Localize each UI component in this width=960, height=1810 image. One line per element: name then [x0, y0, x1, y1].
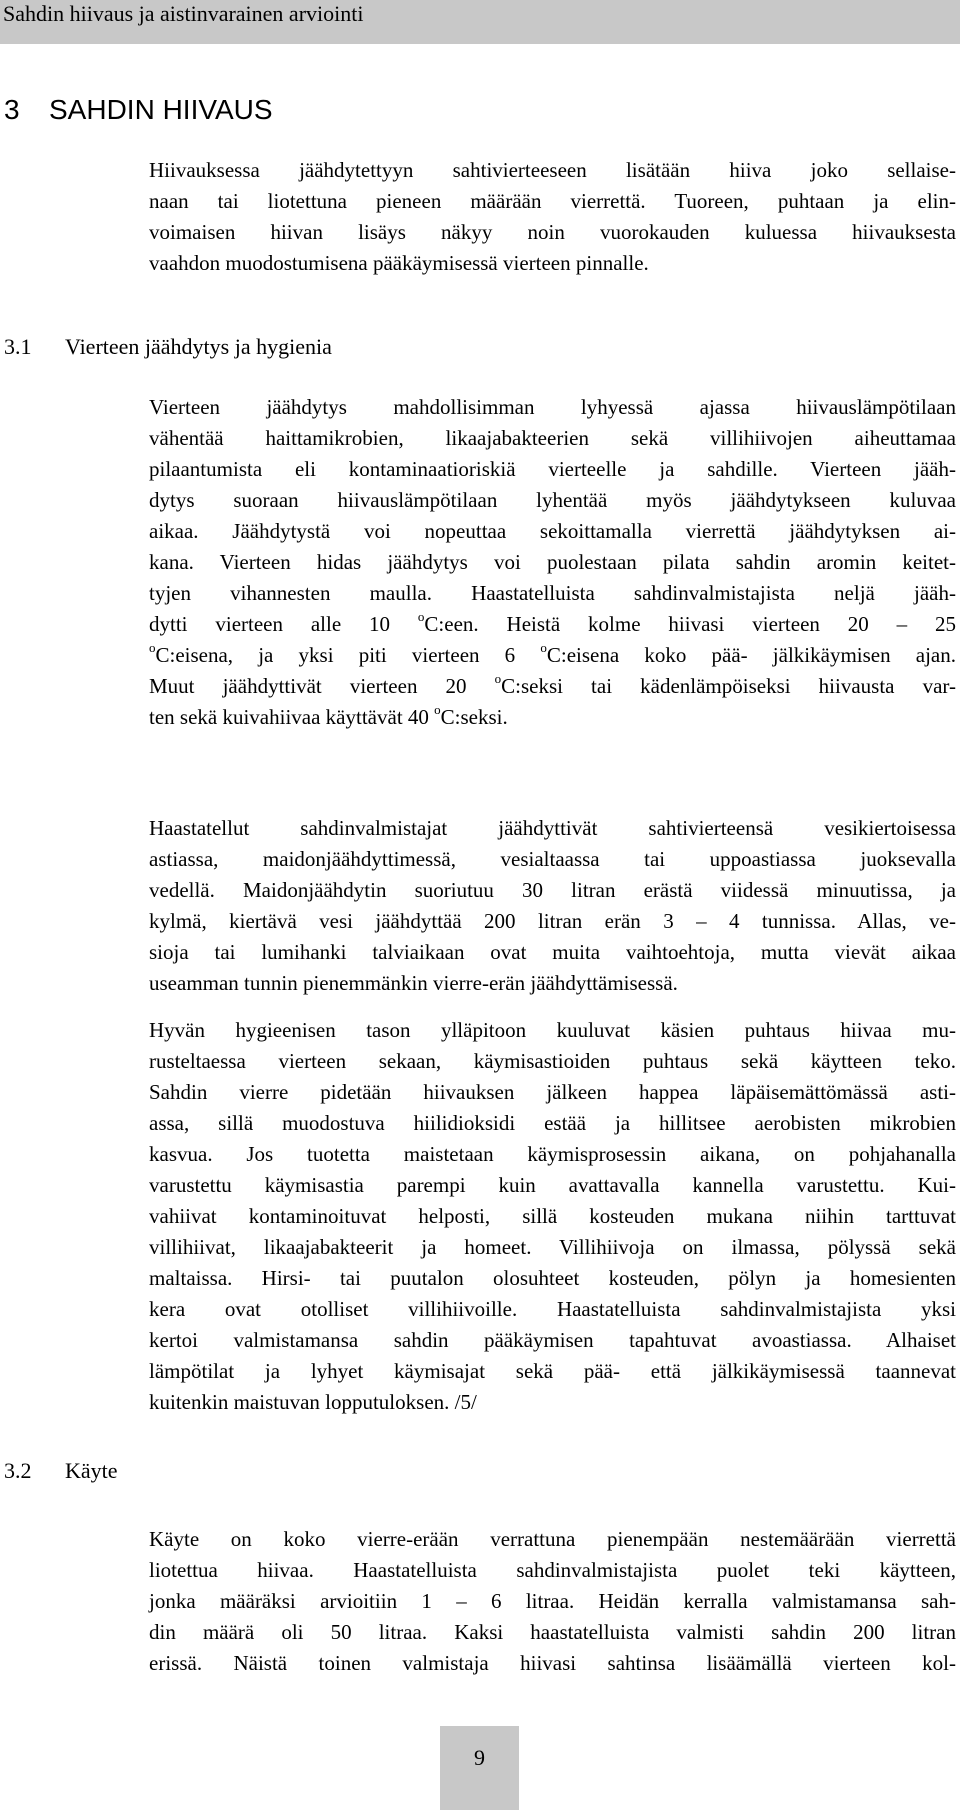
text-line: Vierteen jäähdytys mahdollisimman lyhyessä ajassa hiivauslämpötilaan	[149, 395, 956, 419]
chapter-heading	[4, 92, 273, 128]
text-line: assa, sillä muodostuva hiilidioksidi estää ja hillitsee aerobisten mikrobien	[149, 1111, 956, 1135]
text-line: liotettua hiivaa. Haastatelluista sahdinvalmistajista puolet teki käytteen,	[149, 1558, 956, 1582]
text-line	[149, 702, 956, 733]
text-line: jonka määräksi arvioitiin 1 – 6 litraa. Heidän kerralla valmistamansa sah-	[149, 1589, 956, 1613]
text-line: vähentää haittamikrobien, likaajabakteerien sekä villihiivojen aiheuttamaa	[149, 426, 956, 450]
intro-paragraph	[149, 155, 956, 279]
text-line: din määrä oli 50 litraa. Kaksi haastatelluista valmisti sahdin 200 litran	[149, 1620, 956, 1644]
section-number: 3.2	[4, 1458, 32, 1483]
section-2-paragraph-1	[149, 1524, 956, 1679]
text-line: kasvua. Jos tuotetta maistetaan käymisprosessin aikana, on pohjahanalla	[149, 1142, 956, 1166]
degree-sign: o	[434, 702, 441, 717]
text-line: kylmä, kiertävä vesi jäähdyttää 200 litran erän 3 – 4 tunnissa. Allas, ve-	[149, 909, 956, 933]
page-number-box	[440, 1726, 519, 1810]
text-line: vahiivat kontaminoituvat helposti, sillä kosteuden mukana niihin tarttuvat	[149, 1204, 956, 1228]
section-title: Vierteen jäähdytys ja hygienia	[65, 334, 332, 359]
text-line: useamman tunnin pienemmänkin vierre-erän jäähdyttämisessä.	[149, 971, 678, 995]
section-1-paragraph-3	[149, 1015, 956, 1418]
text-line: Hiivauksessa jäähdytettyyn sahtivierteeseen lisätään hiiva joko sellaise-	[149, 158, 956, 182]
text-line	[149, 640, 956, 671]
text-line: astiassa, maidonjäähdyttimessä, vesialtaassa tai uppoastiassa juoksevalla	[149, 847, 956, 871]
text-line	[149, 609, 956, 640]
text-run: C:een. Heistä kolme hiivasi vierteen 20 – 25	[424, 612, 956, 636]
text-line: vaahdon muodostumisena pääkäymisessä vierteen pinnalle.	[149, 251, 649, 275]
section-heading-3-1	[4, 332, 332, 362]
section-number: 3.1	[4, 334, 32, 359]
section-heading-3-2	[4, 1456, 118, 1486]
text-run: C:seksi.	[440, 705, 508, 729]
section-title: Käyte	[65, 1458, 118, 1483]
text-line: pilaantumista eli kontaminaatioriskiä vierteelle ja sahdille. Vierteen jääh-	[149, 457, 956, 481]
text-run: C:eisena, ja yksi piti vierteen 6	[155, 643, 541, 667]
text-run: ten sekä kuivahiivaa käyttävät 40	[149, 705, 435, 729]
text-line: kuitenkin maistuvan lopputuloksen. /5/	[149, 1390, 477, 1414]
text-line: kera ovat otolliset villihiivoille. Haastatelluista sahdinvalmistajista yksi	[149, 1297, 956, 1321]
text-line: varustettu käymisastia parempi kuin avattavalla kannella varustettu. Kui-	[149, 1173, 956, 1197]
text-line: kana. Vierteen hidas jäähdytys voi puolestaan pilata sahdin aromin keitet-	[149, 550, 956, 574]
text-line: villihiivat, likaajabakteerit ja homeet. Villihiivoja on ilmassa, pölyssä sekä	[149, 1235, 956, 1259]
chapter-title: SAHDIN HIIVAUS	[49, 94, 273, 125]
section-1-paragraph-2	[149, 813, 956, 999]
text-line: lämpötilat ja lyhyet käymisajat sekä pää- että jälkikäymisessä taannevat	[149, 1359, 956, 1383]
text-line: rusteltaessa vierteen sekaan, käymisastioiden puhtaus sekä käytteen teko.	[149, 1049, 956, 1073]
text-line	[149, 671, 956, 702]
degree-sign: o	[149, 640, 156, 655]
degree-sign: o	[494, 671, 502, 686]
text-line: aikaa. Jäähdytystä voi nopeuttaa sekoittamalla vierrettä jäähdytyksen ai-	[149, 519, 956, 543]
text-line: tyjen vihannesten maulla. Haastatelluista sahdinvalmistajista neljä jääh-	[149, 581, 956, 605]
text-line: voimaisen hiivan lisäys näkyy noin vuorokauden kuluessa hiivauksesta	[149, 220, 956, 244]
text-line: Sahdin vierre pidetään hiivauksen jälkeen happea läpäisemättömässä asti-	[149, 1080, 956, 1104]
running-header-title: Sahdin hiivaus ja aistinvarainen arviointi	[3, 1, 364, 26]
chapter-number: 3	[4, 94, 20, 125]
text-line: kertoi valmistamansa sahdin pääkäymisen tapahtuvat avoastiassa. Alhaiset	[149, 1328, 956, 1352]
text-line: Hyvän hygieenisen tason ylläpitoon kuuluvat käsien puhtaus hiivaa mu-	[149, 1018, 956, 1042]
text-run: dytti vierteen alle 10	[149, 612, 418, 636]
text-line: naan tai liotettuna pieneen määrään vierrettä. Tuoreen, puhtaan ja elin-	[149, 189, 956, 213]
page-number: 9	[474, 1745, 485, 1770]
text-run: C:eisena koko pää- jälkikäymisen ajan.	[546, 643, 957, 667]
degree-sign: o	[417, 609, 425, 624]
text-line: Käyte on koko vierre-erään verrattuna pienempään nestemäärään vierrettä	[149, 1527, 956, 1551]
text-line: maltaissa. Hirsi- tai puutalon olosuhteet kosteuden, pölyn ja homesienten	[149, 1266, 956, 1290]
text-line: sioja tai lumihanki talviaikaan ovat muita vaihtoehtoja, mutta vievät aikaa	[149, 940, 956, 964]
text-line: vedellä. Maidonjäähdytin suoriutuu 30 litran erästä viidessä minuutissa, ja	[149, 878, 956, 902]
text-line: erissä. Näistä toinen valmistaja hiivasi sahtinsa lisäämällä vierteen kol-	[149, 1651, 956, 1675]
text-line: Haastatellut sahdinvalmistajat jäähdyttivät sahtivierteensä vesikiertoisessa	[149, 816, 956, 840]
running-header	[0, 0, 960, 44]
text-line: dytys suoraan hiivauslämpötilaan lyhentää myös jäähdytykseen kuluvaa	[149, 488, 956, 512]
degree-sign: o	[540, 640, 547, 655]
section-1-paragraph-1	[149, 392, 956, 733]
text-run: C:seksi tai kädenlämpöiseksi hiivausta var-	[501, 674, 956, 698]
text-run: Muut jäähdyttivät vierteen 20	[149, 674, 495, 698]
